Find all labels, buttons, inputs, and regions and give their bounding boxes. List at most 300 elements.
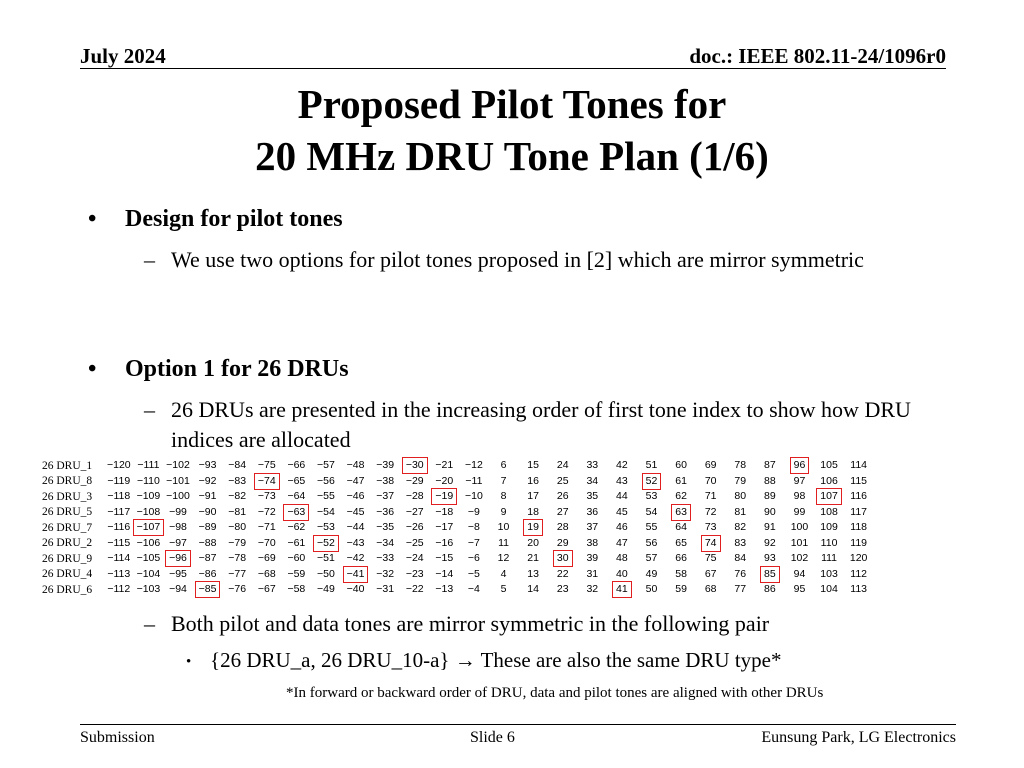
table-cell xyxy=(222,489,252,505)
table-cell xyxy=(252,582,282,598)
tone-value: 36 xyxy=(586,505,599,518)
tone-value: 91 xyxy=(764,521,776,534)
tone-value: −87 xyxy=(198,552,217,565)
tone-value: −47 xyxy=(346,474,365,487)
table-cell xyxy=(311,474,341,490)
table-cell xyxy=(814,536,844,552)
table-cell xyxy=(666,567,696,583)
table-cell xyxy=(430,505,460,521)
tone-value: 104 xyxy=(820,583,838,596)
table-cell xyxy=(252,520,282,536)
tone-value: −4 xyxy=(467,583,480,596)
pilot-tone-value: 85 xyxy=(764,567,776,580)
sub-bullet-text: Both pilot and data tones are mirror symmetric in the following pair xyxy=(171,611,770,636)
table-cell xyxy=(104,536,134,552)
tone-value: 49 xyxy=(645,567,658,580)
tone-value: 95 xyxy=(793,583,806,596)
table-cell xyxy=(755,536,785,552)
tone-value: −29 xyxy=(405,474,424,487)
table-cell xyxy=(518,474,548,490)
table-cell xyxy=(814,458,844,474)
table-cell xyxy=(134,536,164,552)
table-cell xyxy=(163,474,193,490)
table-cell xyxy=(134,489,164,505)
pilot-tone-value: 63 xyxy=(675,505,687,518)
table-cell xyxy=(666,505,696,521)
tone-value: 55 xyxy=(645,521,658,534)
table-cell xyxy=(725,505,755,521)
tone-value: −110 xyxy=(136,474,160,487)
table-cell xyxy=(311,567,341,583)
table-cell xyxy=(578,551,608,567)
table-cell xyxy=(311,505,341,521)
table-cell xyxy=(755,582,785,598)
dash-icon: – xyxy=(144,397,155,422)
table-cell xyxy=(104,567,134,583)
table-cell xyxy=(370,536,400,552)
tone-value: −62 xyxy=(287,521,306,534)
tone-value: 75 xyxy=(704,552,717,565)
table-cell xyxy=(755,474,785,490)
tone-value: 11 xyxy=(498,536,509,549)
table-cell xyxy=(578,458,608,474)
pilot-tone-value: −107 xyxy=(136,521,161,534)
pilot-tone-value: −85 xyxy=(198,583,217,596)
tone-value: −43 xyxy=(346,536,365,549)
tone-value: −54 xyxy=(317,505,335,518)
table-cell xyxy=(548,489,578,505)
tone-value: −66 xyxy=(287,459,306,472)
table-cell xyxy=(844,551,874,567)
table-cell xyxy=(193,458,223,474)
tone-value: 15 xyxy=(527,459,539,472)
dru-tone-table xyxy=(42,458,873,598)
table-cell xyxy=(370,551,400,567)
table-cell xyxy=(518,505,548,521)
tone-value: 108 xyxy=(820,505,838,518)
bullet-dot-icon: • xyxy=(88,206,97,232)
tone-value: 113 xyxy=(850,583,868,596)
footer-slide-number: Slide 6 xyxy=(470,729,515,746)
table-cell xyxy=(607,489,637,505)
tone-value: −117 xyxy=(107,505,131,518)
table-cell xyxy=(282,551,312,567)
table-row xyxy=(42,505,873,521)
table-cell xyxy=(430,474,460,490)
tone-value: −61 xyxy=(287,536,306,549)
tone-value: −82 xyxy=(228,490,247,503)
tone-value: 115 xyxy=(850,474,868,487)
tone-value: 29 xyxy=(556,536,569,549)
tone-value: −71 xyxy=(257,521,276,534)
tone-value: 82 xyxy=(734,521,747,534)
table-cell xyxy=(607,520,637,536)
tone-value: −40 xyxy=(346,583,365,596)
table-cell xyxy=(548,520,578,536)
pilot-tone-value: −96 xyxy=(169,552,187,565)
table-cell xyxy=(163,567,193,583)
table-cell xyxy=(489,567,519,583)
tone-value: −25 xyxy=(405,536,424,549)
tone-value: 26 xyxy=(556,490,569,503)
table-cell xyxy=(725,458,755,474)
tone-value: −46 xyxy=(346,490,365,503)
tone-value: 23 xyxy=(556,583,569,596)
table-cell xyxy=(222,520,252,536)
tone-value: −103 xyxy=(136,583,161,596)
table-cell xyxy=(607,567,637,583)
table-cell xyxy=(400,458,430,474)
table-cell xyxy=(548,551,578,567)
table-cell xyxy=(489,458,519,474)
tone-value: 25 xyxy=(556,474,569,487)
tone-value: −114 xyxy=(107,552,131,565)
table-cell xyxy=(430,489,460,505)
tone-value: 79 xyxy=(734,474,747,487)
table-cell xyxy=(163,582,193,598)
table-cell xyxy=(725,536,755,552)
tone-value: 118 xyxy=(850,521,868,534)
footer-divider xyxy=(80,724,956,725)
tone-value: 90 xyxy=(764,505,776,518)
table-cell xyxy=(341,567,371,583)
table-cell xyxy=(311,520,341,536)
table-cell xyxy=(430,520,460,536)
table-cell xyxy=(489,474,519,490)
table-cell xyxy=(134,551,164,567)
header-date: July 2024 xyxy=(80,44,166,68)
table-cell xyxy=(637,505,667,521)
tone-value: 53 xyxy=(645,490,658,503)
table-cell xyxy=(400,567,430,583)
tone-value: 70 xyxy=(704,474,717,487)
tone-value: −45 xyxy=(346,505,365,518)
tone-value: 18 xyxy=(527,505,539,518)
tone-value: 28 xyxy=(556,521,569,534)
table-cell xyxy=(282,520,312,536)
table-cell xyxy=(252,489,282,505)
tone-value: 27 xyxy=(556,505,569,518)
tone-value: −22 xyxy=(405,583,424,596)
tone-value: −119 xyxy=(107,474,131,487)
table-cell xyxy=(666,582,696,598)
tone-value: 8 xyxy=(500,490,507,503)
table-cell xyxy=(844,489,874,505)
dru-label: 26 DRU_6 xyxy=(42,583,93,596)
table-cell xyxy=(637,458,667,474)
tone-value: 97 xyxy=(793,474,806,487)
tone-value: −31 xyxy=(376,583,395,596)
table-cell xyxy=(104,474,134,490)
tone-value: −73 xyxy=(257,490,276,503)
table-cell xyxy=(222,567,252,583)
tone-value: −76 xyxy=(228,583,247,596)
dru-label: 26 DRU_1 xyxy=(42,459,93,472)
table-cell xyxy=(400,489,430,505)
tone-value: 88 xyxy=(764,474,776,487)
tone-value: −44 xyxy=(346,521,365,534)
table-cell xyxy=(607,551,637,567)
dru-label: 26 DRU_3 xyxy=(42,490,93,503)
tone-value: 50 xyxy=(645,583,658,596)
table-cell xyxy=(518,458,548,474)
tone-value: −84 xyxy=(228,459,247,472)
table-cell xyxy=(430,458,460,474)
table-cell xyxy=(134,567,164,583)
table-row xyxy=(42,536,873,552)
table-cell xyxy=(341,489,371,505)
tone-value: 42 xyxy=(616,459,628,472)
table-cell xyxy=(282,489,312,505)
table-cell xyxy=(252,567,282,583)
table-cell xyxy=(252,474,282,490)
table-cell xyxy=(518,567,548,583)
tone-value: 17 xyxy=(527,490,539,503)
pilot-tone-value: 107 xyxy=(820,490,838,503)
dru-label: 26 DRU_5 xyxy=(42,506,93,519)
tone-value: −86 xyxy=(198,567,217,580)
tone-value: 45 xyxy=(616,505,628,518)
table-cell xyxy=(607,582,637,598)
tone-value: 73 xyxy=(704,521,717,534)
tone-value: −57 xyxy=(317,459,335,472)
table-cell xyxy=(252,536,282,552)
tone-value: 59 xyxy=(675,583,687,596)
table-cell xyxy=(252,505,282,521)
table-cell xyxy=(459,551,489,567)
table-row xyxy=(42,474,873,490)
table-cell xyxy=(548,567,578,583)
tone-value: −99 xyxy=(169,505,187,518)
table-cell xyxy=(370,489,400,505)
table-cell xyxy=(666,474,696,490)
table-cell xyxy=(193,551,223,567)
table-cell xyxy=(193,567,223,583)
tone-value: −65 xyxy=(287,474,306,487)
table-cell xyxy=(163,520,193,536)
tone-value: −83 xyxy=(228,474,247,487)
tone-value: −106 xyxy=(136,536,161,549)
tone-value: −78 xyxy=(228,552,247,565)
tone-value: 6 xyxy=(500,459,507,472)
bullet-text: Design for pilot tones xyxy=(125,206,343,232)
tone-value: 66 xyxy=(675,552,687,565)
pilot-tone-value: 19 xyxy=(527,521,539,534)
table-cell xyxy=(725,474,755,490)
bullet-dot-icon: • xyxy=(88,356,97,382)
table-cell xyxy=(163,489,193,505)
table-cell xyxy=(785,520,815,536)
dru-label: 26 DRU_4 xyxy=(42,568,93,581)
tone-value: −8 xyxy=(467,521,480,534)
table-cell xyxy=(282,458,312,474)
tone-value: 20 xyxy=(527,536,539,549)
table-cell xyxy=(814,505,844,521)
table-cell xyxy=(104,505,134,521)
table-cell xyxy=(518,536,548,552)
table-cell xyxy=(666,536,696,552)
tone-value: −17 xyxy=(435,521,454,534)
tone-value: −10 xyxy=(465,490,483,503)
table-cell xyxy=(400,474,430,490)
tone-value: −75 xyxy=(257,459,276,472)
table-cell xyxy=(696,520,726,536)
header-doc-id: doc.: IEEE 802.11-24/1096r0 xyxy=(689,44,946,68)
table-cell xyxy=(666,489,696,505)
tone-value: 47 xyxy=(616,536,628,549)
tone-value: −112 xyxy=(107,583,131,596)
tone-value: −91 xyxy=(198,490,217,503)
tone-value: −60 xyxy=(287,552,306,565)
table-cell xyxy=(696,458,726,474)
table-cell xyxy=(341,505,371,521)
table-cell xyxy=(311,582,341,598)
bullet-dot-icon: • xyxy=(186,654,192,670)
table-cell xyxy=(311,551,341,567)
table-cell xyxy=(607,458,637,474)
tone-value: 24 xyxy=(556,459,569,472)
table-cell xyxy=(341,582,371,598)
table-cell xyxy=(222,536,252,552)
pilot-tone-value: 41 xyxy=(616,583,628,596)
table-cell xyxy=(370,567,400,583)
header-divider xyxy=(80,68,946,69)
pilot-tone-value: 52 xyxy=(645,474,658,487)
table-cell xyxy=(548,474,578,490)
pilot-tone-value: 96 xyxy=(793,459,806,472)
table-cell xyxy=(578,536,608,552)
tone-value: 102 xyxy=(790,552,809,565)
table-cell xyxy=(637,536,667,552)
table-cell xyxy=(400,505,430,521)
tone-value: −33 xyxy=(376,552,395,565)
sub-bullet-text: We use two options for pilot tones proposed in [2] which are mirror symmetric xyxy=(171,247,864,272)
tone-value: −100 xyxy=(166,490,190,503)
tone-value: −5 xyxy=(467,567,480,580)
tone-value: −105 xyxy=(136,552,161,565)
tone-value: −11 xyxy=(465,474,483,487)
table-cell xyxy=(785,551,815,567)
table-cell xyxy=(459,474,489,490)
table-cell xyxy=(459,582,489,598)
table-cell xyxy=(548,536,578,552)
table-cell xyxy=(282,536,312,552)
table-cell xyxy=(163,505,193,521)
tone-value: −50 xyxy=(317,567,335,580)
bullet-text: Option 1 for 26 DRUs xyxy=(125,356,349,382)
pilot-tone-value: −41 xyxy=(346,567,365,580)
tone-value: 77 xyxy=(734,583,747,596)
table-cell xyxy=(163,551,193,567)
slide-title xyxy=(0,78,1024,182)
tone-value: −38 xyxy=(376,474,395,487)
table-cell xyxy=(430,582,460,598)
tone-value: −12 xyxy=(465,459,483,472)
tone-value: −48 xyxy=(346,459,365,472)
table-cell xyxy=(844,505,874,521)
tone-value: −7 xyxy=(467,536,480,549)
tone-value: 99 xyxy=(793,505,806,518)
footer-author: Eunsung Park, LG Electronics xyxy=(761,729,956,746)
table-row xyxy=(42,567,873,583)
table-cell xyxy=(134,520,164,536)
table-cell xyxy=(755,489,785,505)
table-cell xyxy=(134,474,164,490)
tone-value: 31 xyxy=(586,567,599,580)
tone-value: −115 xyxy=(107,536,131,549)
table-cell xyxy=(163,536,193,552)
tone-value: −70 xyxy=(257,536,276,549)
table-cell xyxy=(518,520,548,536)
table-cell xyxy=(489,536,519,552)
dru-label: 26 DRU_2 xyxy=(42,537,93,550)
table-cell xyxy=(400,582,430,598)
footer-submission: Submission xyxy=(80,729,155,746)
table-cell xyxy=(755,551,785,567)
tone-value: 93 xyxy=(764,552,776,565)
tone-value: 72 xyxy=(704,505,717,518)
tone-value: −56 xyxy=(317,474,335,487)
table-cell xyxy=(282,474,312,490)
tone-value: −28 xyxy=(405,490,424,503)
table-cell xyxy=(637,474,667,490)
table-cell xyxy=(607,505,637,521)
tone-value: −39 xyxy=(376,459,395,472)
table-cell xyxy=(134,582,164,598)
pilot-tone-value: −74 xyxy=(257,474,276,487)
table-cell xyxy=(341,520,371,536)
table-cell xyxy=(193,582,223,598)
table-cell xyxy=(785,458,815,474)
table-cell xyxy=(725,582,755,598)
table-cell xyxy=(370,505,400,521)
table-cell xyxy=(785,567,815,583)
dru-label: 26 DRU_7 xyxy=(42,521,93,534)
tone-value: 34 xyxy=(586,474,599,487)
tone-value: 12 xyxy=(497,552,510,565)
table-row xyxy=(42,551,873,567)
tone-value: 43 xyxy=(616,474,628,487)
table-cell xyxy=(518,489,548,505)
table-row xyxy=(42,520,873,536)
table-cell xyxy=(459,567,489,583)
tone-value: −24 xyxy=(405,552,424,565)
tone-value: 10 xyxy=(497,521,510,534)
table-cell xyxy=(222,474,252,490)
title-line-2: 20 MHz DRU Tone Plan (1/6) xyxy=(255,133,769,179)
table-cell xyxy=(430,567,460,583)
tone-value: −113 xyxy=(107,567,131,580)
tone-value: −68 xyxy=(257,567,276,580)
table-cell xyxy=(489,520,519,536)
table-cell xyxy=(193,489,223,505)
table-cell xyxy=(578,474,608,490)
table-cell xyxy=(193,536,223,552)
tone-value: 51 xyxy=(645,459,658,472)
table-cell xyxy=(311,489,341,505)
table-cell xyxy=(755,520,785,536)
table-cell xyxy=(785,505,815,521)
tone-value: −79 xyxy=(228,536,247,549)
table-cell xyxy=(489,489,519,505)
tone-value: −92 xyxy=(198,474,217,487)
pilot-tone-value: 74 xyxy=(704,536,717,549)
tone-value: 84 xyxy=(734,552,747,565)
table-cell xyxy=(370,520,400,536)
table-cell xyxy=(696,474,726,490)
table-cell xyxy=(311,458,341,474)
tone-value: −67 xyxy=(257,583,276,596)
